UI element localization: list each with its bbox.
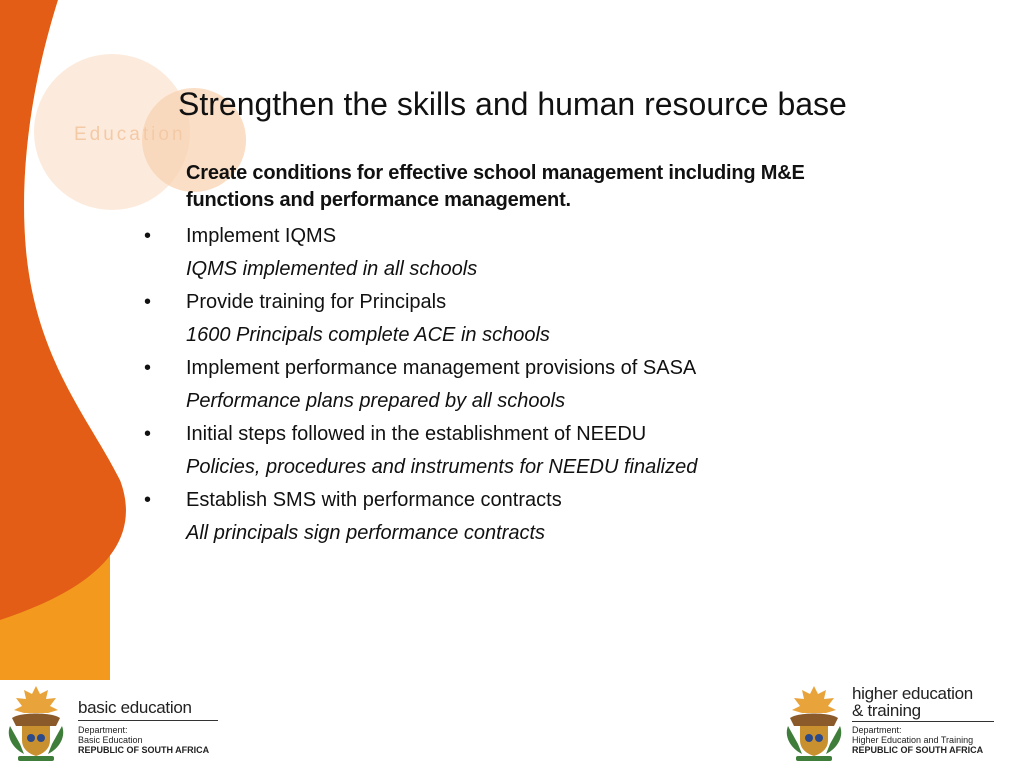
list-item-outcome: IQMS implemented in all schools [186,258,478,280]
basic-education-logo [4,682,224,762]
logo-line: Department: [852,725,902,735]
logo-divider [852,721,994,722]
bullet-icon: • [144,423,152,445]
list-item-text: Provide training for Principals [186,291,447,313]
coat-of-arms-icon [4,682,68,762]
list-item [138,418,878,451]
list-item [138,352,878,385]
logo-heading: higher education [852,684,973,703]
education-watermark: Education [74,124,186,145]
logo-line: REPUBLIC OF SOUTH AFRICA [78,745,210,755]
logo-heading: basic education [78,698,192,717]
bullet-icon: • [144,291,152,313]
list-item-text: Initial steps followed in the establishment of NEEDU [186,423,647,445]
slide-title: Strengthen the skills and human resource base [178,86,847,122]
logo-line: Department: [78,725,128,735]
list-item-outcome: Performance plans prepared by all schools [186,390,566,412]
higher-education-logo [782,682,1002,762]
list-item-outcome: Policies, procedures and instruments for NEEDU finalized [186,456,698,478]
bullet-icon: • [144,357,152,379]
bullet-icon: • [144,225,152,247]
list-item [138,220,878,253]
lead-statement: Create conditions for effective school management including M&E functions and performance management. [186,162,805,211]
logo-line: Higher Education and Training [852,735,974,745]
logo-line: Basic Education [78,735,143,745]
list-item [138,484,878,517]
list-item-outcome: 1600 Principals complete ACE in schools [186,324,550,346]
logo-divider [78,720,218,721]
slide-content [138,160,878,550]
logo-heading: & training [852,701,921,720]
list-item-text: Implement IQMS [186,225,337,247]
coat-of-arms-icon [782,682,846,762]
list-item-outcome: All principals sign performance contracts [186,522,546,544]
list-item-text: Implement performance management provisions of SASA [186,357,697,379]
list-item-text: Establish SMS with performance contracts [186,489,562,511]
logo-line: REPUBLIC OF SOUTH AFRICA [852,745,984,755]
bullet-icon: • [144,489,152,511]
list-item [138,286,878,319]
